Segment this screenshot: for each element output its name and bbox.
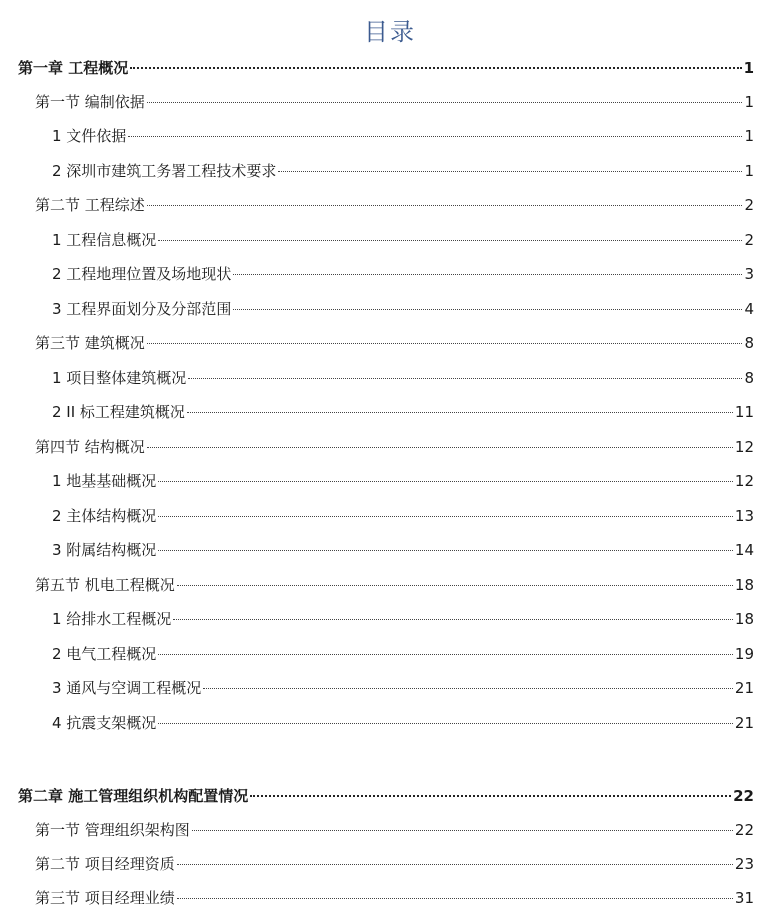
- toc-entry-page: 23: [734, 855, 754, 873]
- toc-entry-item[interactable]: [52, 229, 754, 251]
- toc-entry-section[interactable]: [35, 819, 754, 841]
- toc-entry-label: 1 文件依据: [52, 127, 127, 145]
- toc-entry-page: 12: [734, 472, 754, 490]
- dot-leader: [147, 447, 733, 448]
- toc-entry-label: 第一章 工程概况: [18, 59, 129, 77]
- toc-entry-label: 2 主体结构概况: [52, 507, 157, 525]
- toc-entry-label: 第二章 施工管理组织机构配置情况: [18, 787, 249, 805]
- toc-entry-label: 2 电气工程概况: [52, 645, 157, 663]
- toc-entry-section[interactable]: [35, 332, 754, 354]
- toc-entry-label: 2 工程地理位置及场地现状: [52, 265, 232, 283]
- toc-entry-item[interactable]: [52, 470, 754, 492]
- dot-leader: [147, 343, 743, 344]
- toc-entry-item[interactable]: [52, 263, 754, 285]
- toc-entry-page: 8: [744, 334, 754, 352]
- toc-entry-page: 22: [734, 821, 754, 839]
- dot-leader: [250, 795, 731, 797]
- toc-entry-page: 21: [734, 679, 754, 697]
- dot-leader: [177, 898, 733, 899]
- dot-leader: [188, 378, 742, 379]
- toc-entry-label: 第四节 结构概况: [35, 438, 145, 456]
- toc-entry-label: 第二节 项目经理资质: [35, 855, 175, 873]
- toc-entry-label: 2 II 标工程建筑概况: [52, 403, 185, 421]
- toc-entry-item[interactable]: [52, 608, 754, 630]
- toc-entry-page: 1: [744, 93, 754, 111]
- toc-entry-page: 3: [744, 265, 754, 283]
- toc-entry-page: 12: [734, 438, 754, 456]
- toc-entry-page: 18: [734, 610, 754, 628]
- toc-entry-label: 3 附属结构概况: [52, 541, 157, 559]
- dot-leader: [147, 205, 743, 206]
- toc-entry-page: 18: [734, 576, 754, 594]
- toc-entry-item[interactable]: [52, 505, 754, 527]
- toc-title: 目录: [364, 18, 416, 46]
- toc-entry-label: 第一节 管理组织架构图: [35, 821, 190, 839]
- toc-entry-item[interactable]: [52, 643, 754, 665]
- toc-entry-page: 19: [734, 645, 754, 663]
- toc-entry-section[interactable]: [35, 91, 754, 113]
- toc-entry-page: 31: [734, 889, 754, 907]
- dot-leader: [192, 830, 733, 831]
- toc-entry-item[interactable]: [52, 712, 754, 734]
- toc-entry-item[interactable]: [52, 125, 754, 147]
- dot-leader: [128, 136, 742, 137]
- toc-entry-label: 1 工程信息概况: [52, 231, 157, 249]
- dot-leader: [158, 481, 733, 482]
- toc-entry-label: 第三节 项目经理业绩: [35, 889, 175, 907]
- toc-entry-page: 8: [744, 369, 754, 387]
- toc-entry-page: 21: [734, 714, 754, 732]
- dot-leader: [278, 171, 742, 172]
- toc-entry-section[interactable]: [35, 574, 754, 596]
- toc-entry-label: 1 给排水工程概况: [52, 610, 172, 628]
- dot-leader: [187, 412, 733, 413]
- toc-entry-page: 2: [744, 196, 754, 214]
- toc-entry-page: 1: [744, 127, 754, 145]
- dot-leader: [158, 240, 742, 241]
- toc-entry-page: 14: [734, 541, 754, 559]
- toc-entry-page: 4: [744, 300, 754, 318]
- toc-entry-chapter[interactable]: [18, 57, 754, 79]
- toc-entry-section[interactable]: [35, 436, 754, 458]
- toc-entry-page: 11: [734, 403, 754, 421]
- dot-leader: [177, 864, 733, 865]
- dot-leader: [130, 67, 741, 69]
- toc-entry-label: 3 工程界面划分及分部范围: [52, 300, 232, 318]
- dot-leader: [233, 274, 742, 275]
- toc-entry-page: 2: [744, 231, 754, 249]
- toc-entry-section[interactable]: [35, 853, 754, 875]
- toc-entry-label: 3 通风与空调工程概况: [52, 679, 202, 697]
- toc-entry-label: 第一节 编制依据: [35, 93, 145, 111]
- toc-entry-label: 1 地基基础概况: [52, 472, 157, 490]
- toc-entry-label: 第五节 机电工程概况: [35, 576, 175, 594]
- toc-entry-item[interactable]: [52, 539, 754, 561]
- toc-entry-chapter[interactable]: [18, 785, 754, 807]
- dot-leader: [158, 550, 733, 551]
- toc-entry-item[interactable]: [52, 677, 754, 699]
- toc-entry-section[interactable]: [35, 887, 754, 909]
- toc-entry-page: 22: [733, 787, 754, 805]
- toc-entry-label: 第三节 建筑概况: [35, 334, 145, 352]
- toc-entry-item[interactable]: [52, 160, 754, 182]
- toc-entry-page: 13: [734, 507, 754, 525]
- toc-entry-label: 第二节 工程综述: [35, 196, 145, 214]
- toc-entry-page: 1: [744, 162, 754, 180]
- dot-leader: [203, 688, 733, 689]
- dot-leader: [173, 619, 733, 620]
- dot-leader: [177, 585, 733, 586]
- toc-entry-item[interactable]: [52, 401, 754, 423]
- dot-leader: [233, 309, 742, 310]
- toc-entry-label: 2 深圳市建筑工务署工程技术要求: [52, 162, 277, 180]
- toc-entry-page: 1: [743, 59, 754, 77]
- toc-entry-item[interactable]: [52, 367, 754, 389]
- toc-entry-label: 4 抗震支架概况: [52, 714, 157, 732]
- dot-leader: [158, 723, 733, 724]
- toc-entry-item[interactable]: [52, 298, 754, 320]
- toc-entry-section[interactable]: [35, 194, 754, 216]
- dot-leader: [158, 516, 733, 517]
- dot-leader: [147, 102, 743, 103]
- dot-leader: [158, 654, 733, 655]
- toc-entry-label: 1 项目整体建筑概况: [52, 369, 187, 387]
